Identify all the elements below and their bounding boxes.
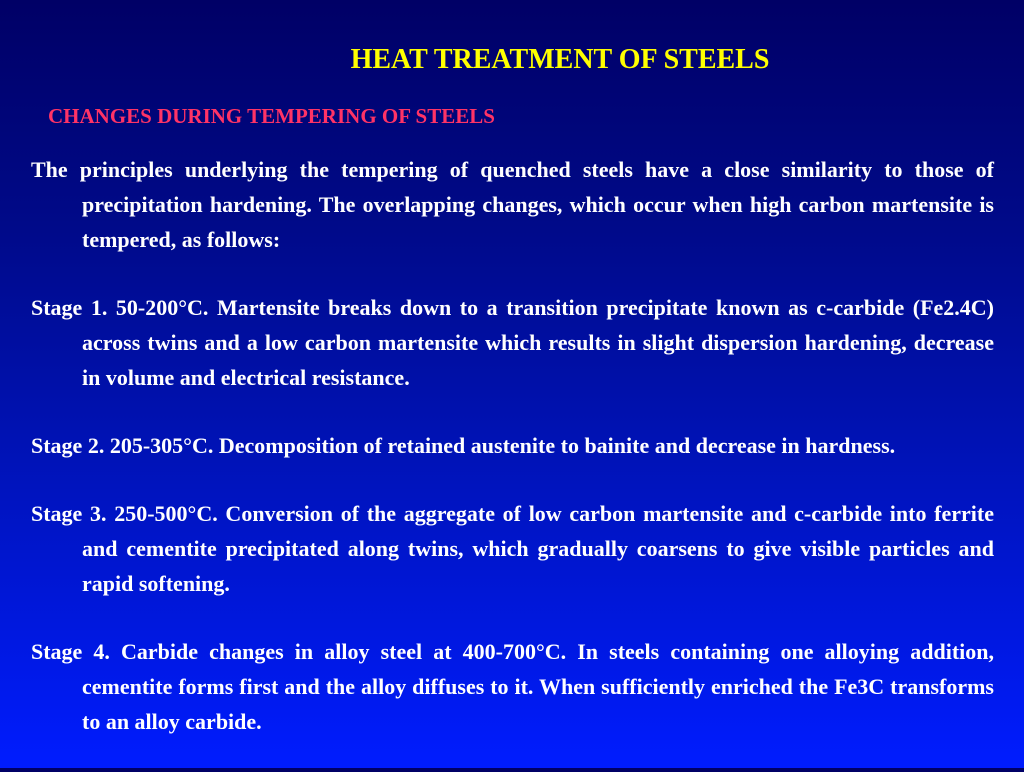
stage-2-paragraph: Stage 2. 205-305°C. Decomposition of retained austenite to bainite and decrease in hardness. [31,433,896,458]
stage-3-paragraph: Stage 3. 250-500°C. Conversion of the aggregate of low carbon martensite and c-carbide into ferrite and cementite precipitated along twins, which gradually coarsens to give visible particles and rapid softening. [31,501,994,596]
stage-1-paragraph: Stage 1. 50-200°C. Martensite breaks down to a transition precipitate known as c-carbide (Fe2.4C) across twins and a low carbon martensite which results in slight dispersion hardening, decrease in volume and electrical resistance. [31,295,994,390]
slide-title: HEAT TREATMENT OF STEELS [350,44,770,75]
slide-body [31,152,994,772]
slide-subtitle: CHANGES DURING TEMPERING OF STEELS [48,104,495,128]
stage-4-paragraph: Stage 4. Carbide changes in alloy steel at 400-700°C. In steels containing one alloying addition, cementite forms first and the alloy diffuses to it. When sufficiently enriched the Fe3C transforms to an alloy carbide. [31,639,994,734]
intro-paragraph: The principles underlying the tempering of quenched steels have a close similarity to those of precipitation hardening. The overlapping changes, which occur when high carbon martensite is tempered, as follows: [31,157,994,252]
